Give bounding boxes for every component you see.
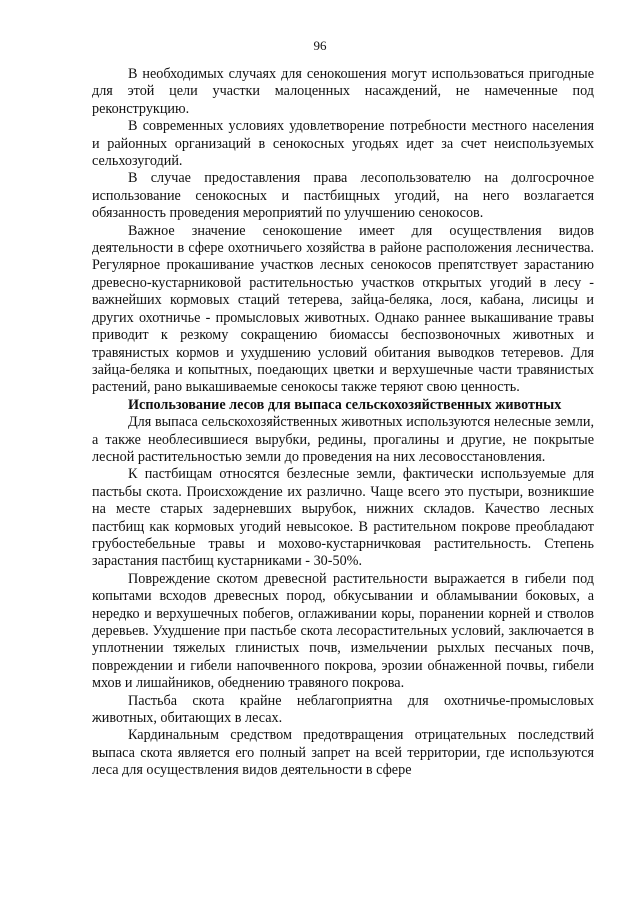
- paragraph-grazing-wildlife: Пастьба скота крайне неблагоприятна для охотничье-промысловых животных, обитающих в лесах.: [92, 692, 594, 727]
- page-body: [92, 66, 594, 780]
- paragraph-grazing-lands: Для выпаса сельскохозяйственных животных используются нелесные земли, а также необлесившиеся вырубки, редины, прогалины и другие, не покрытые лесной растительностью земли до проведения на них лесовосстановления.: [92, 414, 594, 465]
- paragraph-livestock-damage: Повреждение скотом древесной растительности выражается в гибели под копытами всходов древесных пород, обкусывании и обламывании боковых, а нередко и верхушечных побегов, оглаживании коры, поранении корней и стволов деревьев. Ухудшение при пастьбе скота лесорастительных условий, заключается в уплотнении тяжелых глинистых почв, измельчении рыхлых песчаных почв, повреждении и гибели напочвенного покрова, эрозии обнаженной почвы, гибели мхов и лишайников, обеднению травяного покрова.: [92, 570, 594, 692]
- paragraph-hunting-importance: Важное значение сенокошение имеет для осуществления видов деятельности в сфере охотничьего хозяйства в районе расположения лесничества. Регулярное прокашивание участков лесных сенокосов препятствует зарастанию древесно-кустарниковой растительностью участков открытых угодий в лесу - важнейших кормовых стаций тетерева, зайца-беляка, лося, кабана, лисицы и других охотничье - промысловых животных. Однако раннее выкашивание травы приводит к резкому сокращению биомассы беспозвоночных животных и травянистых кормов и ухудшению условий обитания выводков тетеревов. Для зайца-беляка и копытных, поедающих цветки и верхушечные части травянистых растений, рано выкашиваемые сенокосы также теряют свою ценность.: [92, 222, 594, 396]
- paragraph-grazing-ban: Кардинальным средством предотвращения отрицательных последствий выпаса скота является его полный запрет на всей территории, где используются леса для осуществления видов деятельности в сфере: [92, 727, 594, 779]
- paragraph-long-term-lease: В случае предоставления права лесопользователю на долгосрочное использование сенокосных и пастбищных угодий, на него возлагается обязанность проведения мероприятий по улучшению сенокосов.: [92, 170, 594, 222]
- paragraph-hayfields-low-value-stands: В необходимых случаях для сенокошения могут использоваться пригодные для этой цели участки малоценных насаждений, не намеченные под реконструкцию.: [92, 66, 594, 117]
- page-number: 96: [313, 38, 327, 53]
- paragraph-hayfields-local-needs: В современных условиях удовлетворение потребности местного населения и районных организаций в сенокосных угодьях идет за счет неиспользуемых сельхозугодий.: [92, 118, 594, 170]
- section-heading-grazing: Использование лесов для выпаса сельскохозяйственных животных: [128, 396, 562, 413]
- paragraph-pastures: К пастбищам относятся безлесные земли, фактически используемые для пастьбы скота. Происхождение их различно. Чаще всего это пустыри, возникшие на месте старых задерневших вырубок, нижних складов. Качество лесных пастбищ как кормовых угодий невысокое. В растительном покрове преобладают грубостебельные травы и мохово-кустарничковая растительность. Степень зарастания пастбищ кустарниками - 30-50%.: [92, 466, 594, 570]
